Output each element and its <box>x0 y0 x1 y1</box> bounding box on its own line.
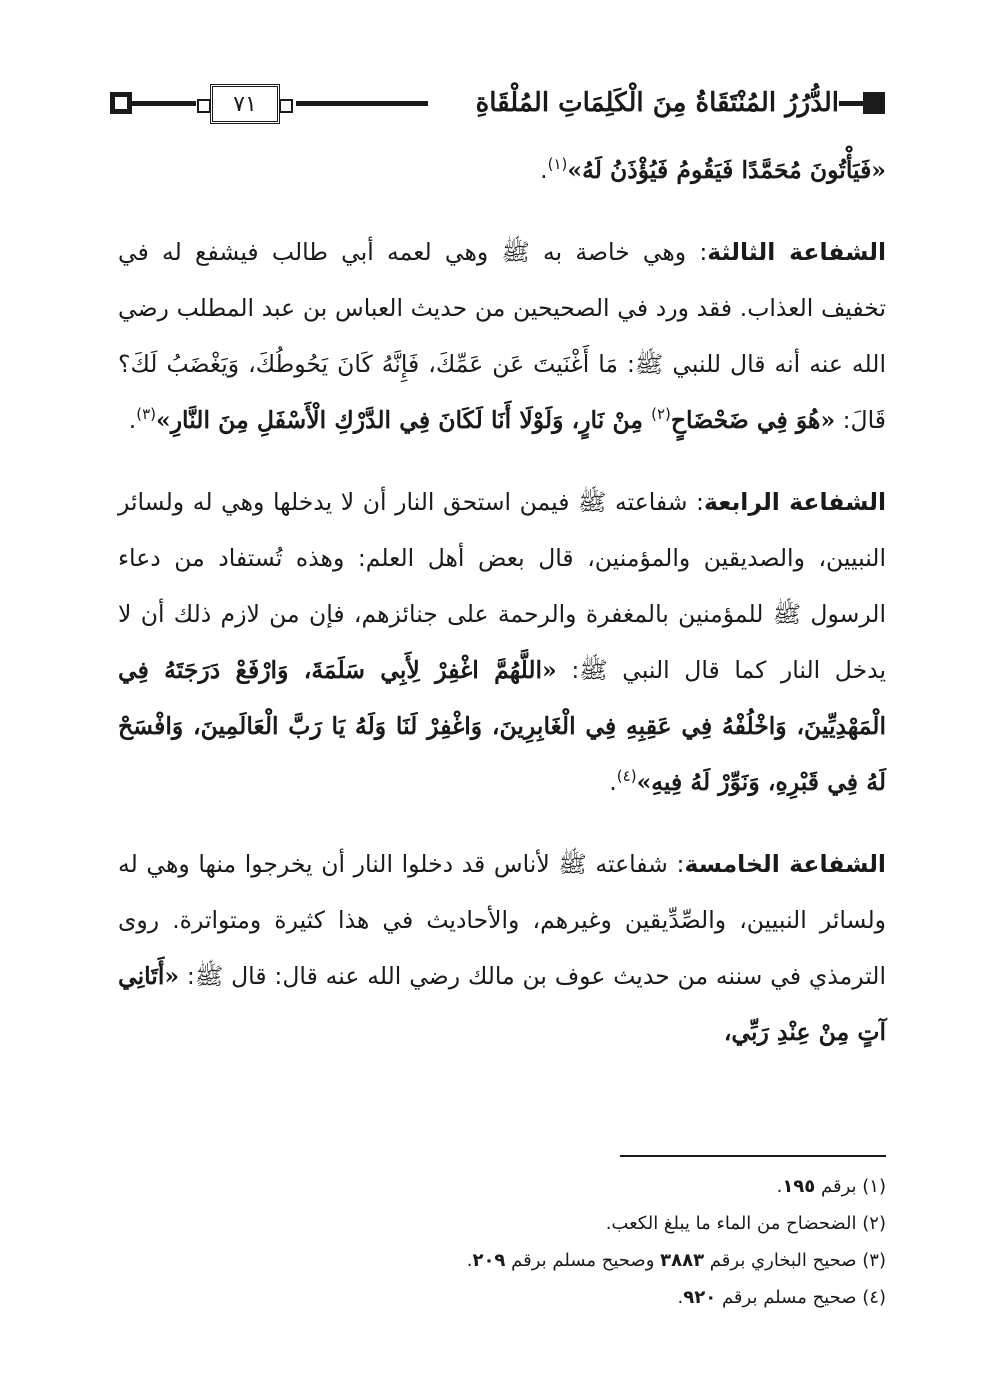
footnote-end: . <box>776 1176 783 1197</box>
footnote-marker: (١) <box>547 155 568 174</box>
text-segment: . <box>609 768 617 796</box>
footnote-1 <box>118 1168 886 1205</box>
footnote-number: (٣) <box>862 1250 886 1271</box>
text-segment: : شفاعته ﷺ لأناس قد دخلوا النار أن يخرجوا منها وهي له ولسائر النبيين، والصِّدِّيقين وغيرهم، والأحاديث في هذا كثيرة ومتواترة. روى الترمذي في سننه من حديث عوف بن مالك رضي الله عنه قال: قال ﷺ: <box>118 850 886 990</box>
hadith-quote: «اللَّهُمَّ اغْفِرْ لِأَبِي سَلَمَةَ، وَارْفَعْ دَرَجَتَهُ فِي الْمَهْدِيِّينَ، وَاخْلُفْهُ فِي عَقِبِهِ فِي الْغَابِرِينَ، وَاغْفِرْ لَنَا وَلَهُ يَا رَبَّ الْعَالَمِينَ، وَافْسَحْ لَهُ فِي قَبْرِهِ، وَنَوِّرْ لَهُ فِيهِ» <box>118 656 886 796</box>
section-heading: الشفاعة الثالثة <box>707 238 886 266</box>
footnote-3 <box>118 1242 886 1279</box>
paragraph-3 <box>118 474 886 810</box>
text-segment: : وهي خاصة به ﷺ وهي لعمه أبي طالب فيشفع له في تخفيف العذاب. فقد ورد في الصحيحين من حديث العباس بن عبد المطلب رضي الله عنه أنه قال للنبي ﷺ: مَا أَغْنَيتَ عَن عَمِّكَ، فَإِنَّهُ كَانَ يَحُوطُكَ، وَيَغْضَبُ لَكَ؟ قَالَ: <box>118 238 886 434</box>
header-right-rule <box>839 101 863 106</box>
footnotes <box>118 1168 886 1316</box>
text-segment: . <box>540 156 548 184</box>
footnote-number: (٤) <box>862 1287 886 1308</box>
main-text <box>118 142 886 1060</box>
footnote-marker: (٢) <box>651 405 671 424</box>
hadith-quote: «هُوَ فِي ضَحْضَاحٍ <box>670 406 836 434</box>
footnote-separator <box>620 1155 886 1157</box>
section-heading: الشفاعة الرابعة <box>703 488 886 516</box>
footnote-text: برقم <box>815 1176 857 1197</box>
footnote-number: (١) <box>862 1176 886 1197</box>
footnote-text: صحيح مسلم برقم <box>716 1287 857 1308</box>
footnote-4 <box>118 1279 886 1316</box>
footnote-ref: ٩٢٠ <box>683 1287 717 1308</box>
hadith-quote: «أَتَانِي آتٍ مِنْ عِنْدِ رَبِّي، <box>118 962 886 1046</box>
header-left-rule <box>132 101 196 106</box>
hadith-quote: مِنْ نَارٍ، وَلَوْلَا أَنَا لَكَانَ فِي الدَّرْكِ الْأَسْفَلِ مِنَ النَّارِ» <box>156 406 652 434</box>
footnote-end: . <box>677 1287 684 1308</box>
header-right-ornament <box>863 92 885 114</box>
header-middle-rule <box>296 101 428 106</box>
text-segment: . <box>128 406 137 434</box>
footnote-2 <box>118 1205 886 1242</box>
text-segment: : شفاعته ﷺ فيمن استحق النار أن لا يدخلها وهي له ولسائر النبيين، والصديقين والمؤمنين، قال بعض أهل العلم: وهذه تُستفاد من دعاء الرسول ﷺ للمؤمنين بالمغفرة والرحمة على جنائزهم، فإن من لازم ذلك أن لا يدخل النار كما قال النبي ﷺ: <box>118 488 886 684</box>
page-number: ٧١ <box>210 84 280 124</box>
footnote-ref: ٢٠٩ <box>472 1250 506 1271</box>
footnote-ref: ٣٨٨٣ <box>660 1250 705 1271</box>
footnote-ref: ١٩٥ <box>782 1176 816 1197</box>
footnote-end: . <box>466 1250 473 1271</box>
footnote-text: صحيح البخاري برقم <box>704 1250 857 1271</box>
paragraph-1 <box>118 142 886 198</box>
footnote-text: الضحضاح من الماء ما يبلغ الكعب. <box>605 1213 857 1234</box>
footnote-marker: (٣) <box>136 405 157 424</box>
section-heading: الشفاعة الخامسة <box>684 850 886 878</box>
header-left-ornament <box>110 92 132 114</box>
paragraph-2 <box>118 224 886 448</box>
hadith-quote: «فَيَأْتُونَ مُحَمَّدًا فَيَقُومُ فَيُؤْذَنُ لَهُ» <box>567 156 886 184</box>
page-header <box>110 80 885 132</box>
paragraph-4 <box>118 836 886 1060</box>
footnote-number: (٢) <box>862 1213 886 1234</box>
footnote-text: وصحيح مسلم برقم <box>505 1250 661 1271</box>
footnote-marker: (٤) <box>616 767 637 786</box>
book-title: الدُّرُرُ المُنْتَقَاةُ مِنَ الْكَلِمَاتِ المُلْقَاةِ <box>475 88 839 118</box>
